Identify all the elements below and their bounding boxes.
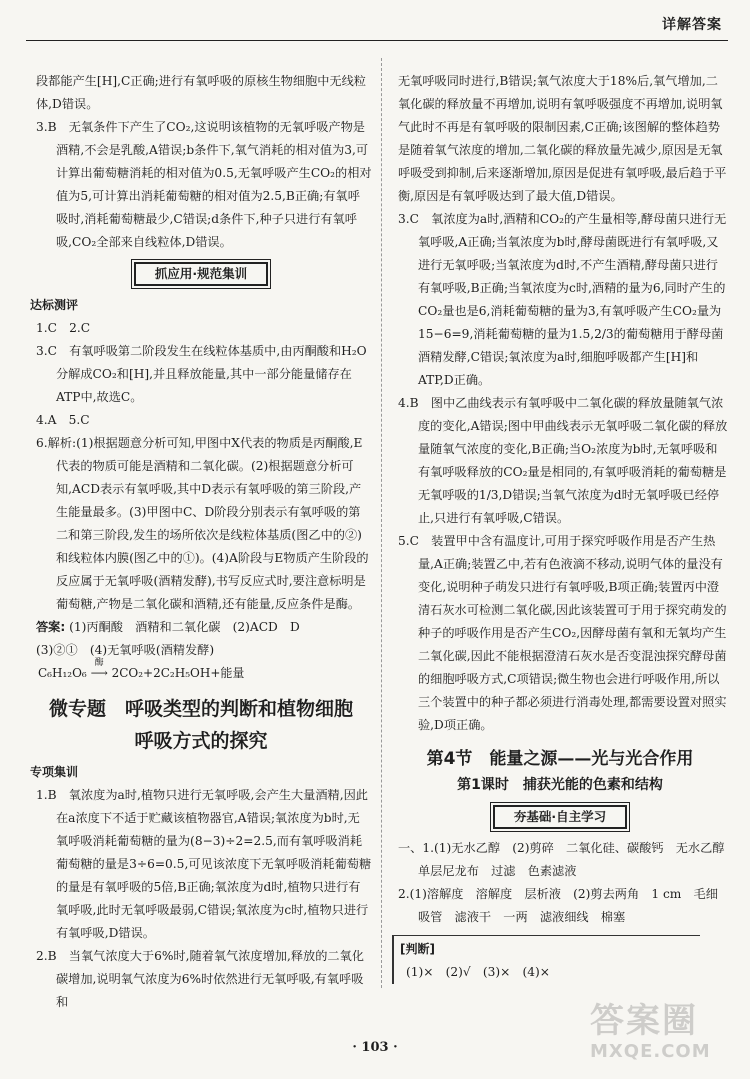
answer-text: (1)丙酮酸 酒精和二氧化碳 (2)ACD D (69, 620, 300, 634)
paragraph: 无氧呼吸同时进行,B错误;氧气浓度大于18%后,氧气增加,二氧化碳的释放量不再增加,说明有氧呼吸强度不再增加,说明氧气此时不再是有氧呼吸的限制因素,C正确;该图解的整体趋势是随着氧气浓度的增加,二氧化碳的释放量先减少,原因是无氧呼吸受到抑制,后来逐渐增加,原因是促进有氧呼吸,最后趋于平衡,原因是有氧呼吸达到了最大值,D错误。 (398, 74, 727, 203)
watermark-logo (590, 1001, 740, 1071)
answer-line (30, 616, 372, 639)
section-banner: 夯基础·自主学习 (493, 805, 627, 829)
answer-line: (3)②① (4)无氧呼吸(酒精发酵) (36, 643, 215, 657)
reaction-formula (30, 658, 372, 685)
formula-products: 2CO₂+2C₂H₅OH+能量 (111, 666, 245, 680)
special-topic-title (30, 693, 372, 757)
judge-label: [判断] (400, 942, 435, 956)
lesson-title: 第1课时 捕获光能的色素和结构 (457, 777, 663, 793)
fill-answer: 2.(1)溶解度 溶解度 层析液 (2)剪去两角 1 cm 毛细吸管 滤液干 一两 滤液细线 棉塞 (398, 887, 718, 924)
answer-item: 6.解析:(1)根据题意分析可知,甲图中X代表的物质是丙酮酸,E代表的物质可能是酒精和二氧化碳。(2)根据题意分析可知,ACD表示有氧呼吸,其中D表示有氧呼吸的第三阶段,产生能量最多。(3)甲图中C、D阶段分别表示有氧呼吸的第二和第三阶段,发生的场所依次是线粒体基质(图乙中的②)和线粒体内膜(图乙中的①)。(4)A阶段与E物质产生阶段的反应属于无氧呼吸(酒精发酵),书写反应式时,要注意标明是葡萄糖,产物是二氧化碳和酒精,还有能量,反应条件是酶。 (36, 436, 369, 611)
page-number: · 103 · (352, 1040, 398, 1055)
title-line-2: 呼吸方式的探究 (134, 730, 268, 752)
answer-item: 4.A 5.C (36, 413, 90, 427)
subheading-assessment: 达标测评 (30, 298, 79, 312)
answer-item: 3.C 氧浓度为a时,酒精和CO₂的产生量相等,酵母菌只进行无氧呼吸,A正确;当氧浓度为b时,酵母菌既进行有氧呼吸,又进行无氧呼吸;当氧浓度为d时,不产生酒精,酵母菌只进行有氧呼吸,B正确;当氧浓度为c时,酒精的量为6,同时产生的CO₂量也是6,消耗葡萄糖的量为3,有氧呼吸产生CO₂量为15−6=9,消耗葡萄糖的量为1.5,2/3的葡萄糖用于酵母菌酒精发酵,C错误;氧浓度为a时,细胞呼吸都产生[H]和ATP,D正确。 (398, 212, 727, 387)
answer-item: 4.B 图中乙曲线表示有氧呼吸中二氧化碳的释放量随氧气浓度的变化,A错误;图中甲曲线表示无氧呼吸二氧化碳的释放量随氧气浓度的变化,B正确;当O₂浓度为b时,无氧呼吸和有氧呼吸释放的CO₂量是相同的,有氧呼吸消耗的葡萄糖是无氧呼吸的1/3,D错误;当氧气浓度为d时无氧呼吸已经停止,只进行有氧呼吸,C错误。 (398, 396, 728, 525)
formula-arrow: 酶 ⟶ (91, 662, 108, 685)
watermark-top: 答案圈 (590, 1001, 698, 1041)
subheading-practice: 专项集训 (30, 765, 79, 779)
answer-label: 答案: (36, 620, 66, 634)
right-column (392, 70, 737, 984)
fill-answer: 一、1.(1)无水乙醇 (2)剪碎 二氧化硅、碳酸钙 无水乙醇 单层尼龙布 过滤 色素滤液 (398, 841, 737, 878)
watermark-bottom: MXQE.COM (590, 1041, 711, 1062)
column-divider (381, 58, 382, 988)
answer-item: 1.B 氧浓度为a时,植物只进行无氧呼吸,会产生大量酒精,因此在a浓度下不适于贮藏该植物器官,A错误;氧浓度为b时,无氧呼吸消耗葡萄糖的量为(8−3)÷2=2.5,而有氧呼吸消耗葡萄糖的量是3÷6=0.5,可见该浓度下无氧呼吸消耗葡萄糖的量是有氧呼吸的5倍,B正确;氧浓度为d时,植物只进行有氧呼吸,此时无氧呼吸最弱,C错误;氧浓度为c时,植物只进行有氧呼吸,D错误。 (36, 788, 372, 940)
enzyme-label: 酶 (94, 658, 104, 668)
paragraph: 段都能产生[H],C正确;进行有氧呼吸的原核生物细胞中无线粒体,D错误。 (36, 74, 366, 111)
judge-box (392, 935, 700, 984)
answer-item: 3.B 无氧条件下产生了CO₂,这说明该植物的无氧呼吸产物是酒精,不会是乳酸,A错误;b条件下,氧气消耗的相对值为3,可计算出葡萄糖消耗的相对值为0.5,无氧呼吸产生CO₂的相对值为5,可计算出消耗葡萄糖的相对值为2.5,B正确;有氧呼吸时,消耗葡萄糖最少,C错误;d条件下,种子只进行有氧呼吸,CO₂全部来自线粒体,D错误。 (36, 120, 372, 249)
section-title: 第4节 能量之源——光与光合作用 (426, 749, 694, 769)
title-line-1: 微专题 呼吸类型的判断和植物细胞 (48, 698, 353, 720)
answer-item: 2.B 当氧气浓度大于6%时,随着氧气浓度增加,释放的二氧化碳增加,说明氧气浓度为6%时依然进行无氧呼吸,有氧呼吸和 (36, 949, 364, 1009)
left-column (30, 70, 372, 1014)
judge-answers: (1)× (2)√ (3)× (4)× (406, 965, 551, 979)
header-rule (26, 40, 728, 41)
section-banner: 抓应用·规范集训 (134, 262, 268, 286)
answer-item: 1.C 2.C (36, 321, 91, 335)
answer-item: 3.C 有氧呼吸第二阶段发生在线粒体基质中,由丙酮酸和H₂O分解成CO₂和[H],并且释放能量,其中一部分能量储存在ATP中,故选C。 (36, 344, 367, 404)
formula-reactant: C₆H₁₂O₆ (38, 666, 87, 680)
answer-item: 5.C 装置甲中含有温度计,可用于探究呼吸作用是否产生热量,A正确;装置乙中,若有色液滴不移动,说明气体的量没有变化,说明种子萌发只进行有氧呼吸,B项正确;装置丙中澄清石灰水可检测二氧化碳,因此该装置可于用于探究萌发的种子的呼吸作用是否产生CO₂,因酵母菌有氧和无氧均产生二氧化碳,因此不能根据澄清石灰水是否变混浊探究酵母菌的细胞呼吸方式,C项错误;微生物也会进行呼吸作用,所以三个装置中的种子都必须进行消毒处理,都需要设置对照实验,D项正确。 (398, 534, 727, 732)
header-label: 详解答案 (662, 17, 722, 33)
